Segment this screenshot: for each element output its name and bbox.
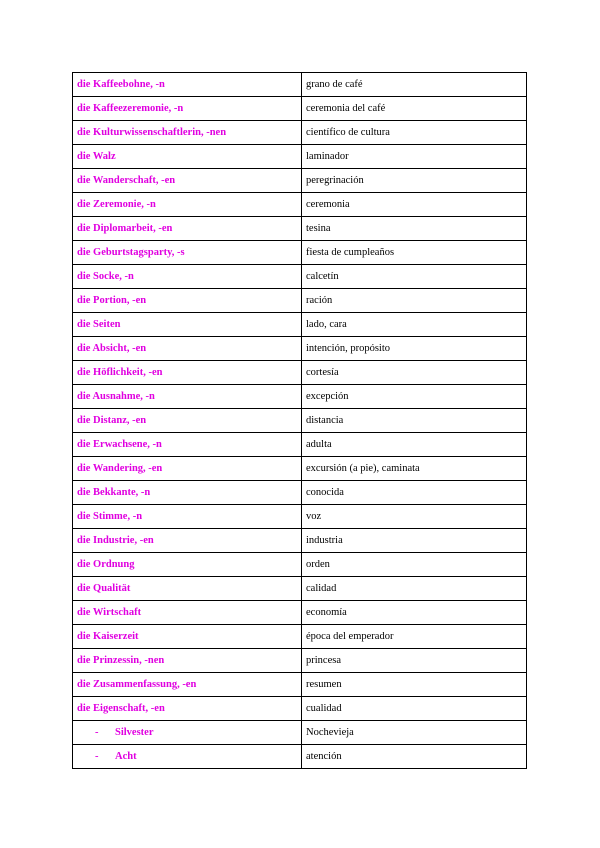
- spanish-translation: resumen: [302, 673, 527, 697]
- vocab-row: [73, 409, 527, 433]
- vocab-row: [73, 97, 527, 121]
- spanish-translation: intención, propósito: [302, 337, 527, 361]
- german-term: die Geburtstagsparty, -s: [73, 241, 302, 265]
- spanish-translation: cortesía: [302, 361, 527, 385]
- german-term: die Kaffeebohne, -n: [73, 73, 302, 97]
- german-term: die Portion, -en: [73, 289, 302, 313]
- vocab-row: [73, 673, 527, 697]
- vocab-row: [73, 241, 527, 265]
- spanish-translation: calcetín: [302, 265, 527, 289]
- vocab-row: [73, 529, 527, 553]
- vocab-row: [73, 553, 527, 577]
- spanish-translation: calidad: [302, 577, 527, 601]
- spanish-translation: lado, cara: [302, 313, 527, 337]
- german-term: die Bekkante, -n: [73, 481, 302, 505]
- vocab-row: [73, 145, 527, 169]
- german-term: die Kaffeezeremonie, -n: [73, 97, 302, 121]
- spanish-translation: científico de cultura: [302, 121, 527, 145]
- vocab-row: [73, 457, 527, 481]
- german-term: die Seiten: [73, 313, 302, 337]
- german-term: die Absicht, -en: [73, 337, 302, 361]
- german-term-bulleted: [73, 721, 302, 745]
- german-term: die Erwachsene, -n: [73, 433, 302, 457]
- spanish-translation: ceremonia: [302, 193, 527, 217]
- spanish-translation: ceremonia del café: [302, 97, 527, 121]
- german-term: die Wanderschaft, -en: [73, 169, 302, 193]
- vocab-row: [73, 265, 527, 289]
- german-term: die Ordnung: [73, 553, 302, 577]
- spanish-translation: atención: [302, 745, 527, 769]
- vocab-row: [73, 361, 527, 385]
- vocab-bullet-row: [73, 721, 527, 745]
- german-term-bulleted: [73, 745, 302, 769]
- vocab-row: [73, 169, 527, 193]
- spanish-translation: peregrinación: [302, 169, 527, 193]
- vocab-row: [73, 577, 527, 601]
- german-term: die Kulturwissenschaftlerin, -nen: [73, 121, 302, 145]
- spanish-translation: adulta: [302, 433, 527, 457]
- spanish-translation: princesa: [302, 649, 527, 673]
- bullet-dash: -: [95, 750, 99, 762]
- german-term: die Distanz, -en: [73, 409, 302, 433]
- vocab-row: [73, 649, 527, 673]
- german-term: die Stimme, -n: [73, 505, 302, 529]
- spanish-translation: Nochevieja: [302, 721, 527, 745]
- vocab-row: [73, 337, 527, 361]
- german-term: die Walz: [73, 145, 302, 169]
- german-term: die Diplomarbeit, -en: [73, 217, 302, 241]
- vocab-row: [73, 313, 527, 337]
- vocab-row: [73, 625, 527, 649]
- spanish-translation: laminador: [302, 145, 527, 169]
- bullet-dash: -: [95, 726, 99, 738]
- vocab-row: [73, 433, 527, 457]
- spanish-translation: economía: [302, 601, 527, 625]
- vocab-row: [73, 193, 527, 217]
- vocab-row: [73, 217, 527, 241]
- german-term: die Prinzessin, -nen: [73, 649, 302, 673]
- german-term: die Socke, -n: [73, 265, 302, 289]
- german-term: die Wandering, -en: [73, 457, 302, 481]
- vocab-row: [73, 697, 527, 721]
- german-term: die Industrie, -en: [73, 529, 302, 553]
- spanish-translation: excepción: [302, 385, 527, 409]
- spanish-translation: conocida: [302, 481, 527, 505]
- spanish-translation: orden: [302, 553, 527, 577]
- vocab-row: [73, 481, 527, 505]
- german-term: die Höflichkeit, -en: [73, 361, 302, 385]
- vocab-row: [73, 73, 527, 97]
- spanish-translation: distancia: [302, 409, 527, 433]
- spanish-translation: industria: [302, 529, 527, 553]
- vocabulary-table-body: [73, 73, 527, 769]
- vocab-row: [73, 289, 527, 313]
- german-term: die Zusammenfassung, -en: [73, 673, 302, 697]
- vocabulary-table: [72, 72, 527, 769]
- german-term: die Zeremonie, -n: [73, 193, 302, 217]
- spanish-translation: tesina: [302, 217, 527, 241]
- german-term: die Ausnahme, -n: [73, 385, 302, 409]
- german-term: die Kaiserzeit: [73, 625, 302, 649]
- german-term-text: Silvester: [115, 726, 154, 738]
- spanish-translation: voz: [302, 505, 527, 529]
- spanish-translation: grano de café: [302, 73, 527, 97]
- vocab-row: [73, 601, 527, 625]
- german-term: die Qualität: [73, 577, 302, 601]
- german-term: die Wirtschaft: [73, 601, 302, 625]
- vocab-bullet-row: [73, 745, 527, 769]
- spanish-translation: cualidad: [302, 697, 527, 721]
- vocab-row: [73, 121, 527, 145]
- german-term-text: Acht: [115, 750, 137, 762]
- vocab-row: [73, 505, 527, 529]
- spanish-translation: ración: [302, 289, 527, 313]
- spanish-translation: fiesta de cumpleaños: [302, 241, 527, 265]
- vocab-row: [73, 385, 527, 409]
- spanish-translation: época del emperador: [302, 625, 527, 649]
- spanish-translation: excursión (a pie), caminata: [302, 457, 527, 481]
- german-term: die Eigenschaft, -en: [73, 697, 302, 721]
